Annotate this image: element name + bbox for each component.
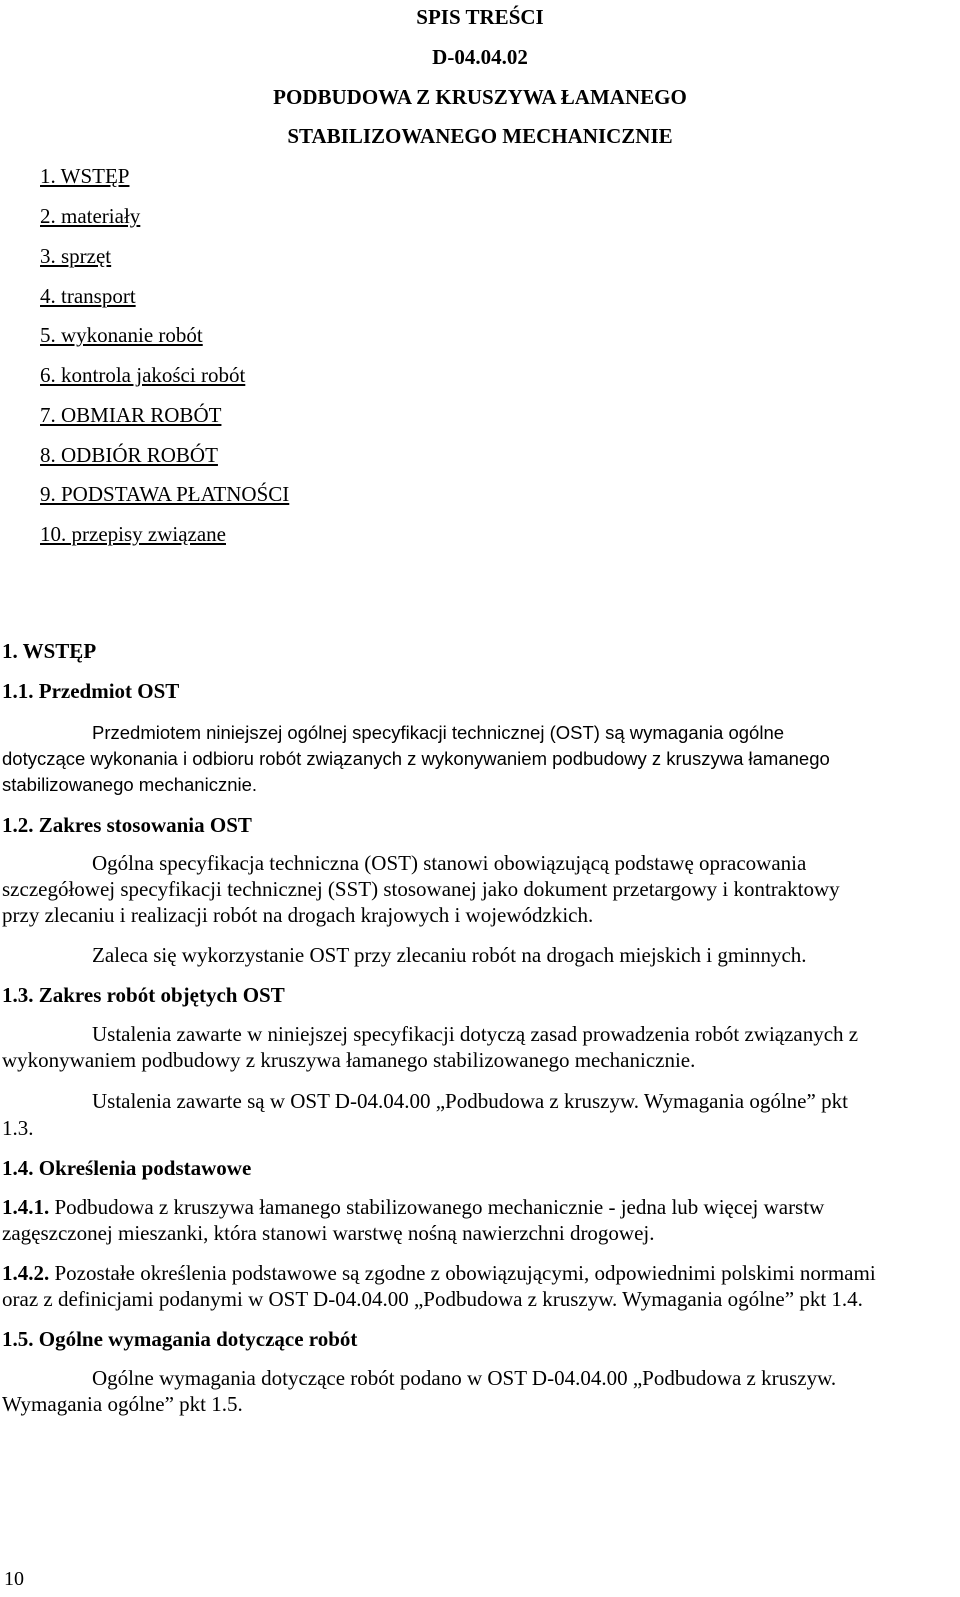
section-1-5-text-line-1: Ogólne wymagania dotyczące robót podano w OST D-04.04.00 „Podbudowa z kruszyw.	[92, 1366, 837, 1390]
section-1-1-text-line-1: Przedmiotem niniejszej ogólnej specyfikacji technicznej (OST) są wymagania ogólne	[92, 722, 785, 743]
toc-link-obmiar-robot[interactable]: 7. OBMIAR ROBÓT	[40, 403, 222, 427]
section-1-5-heading: 1.5. Ogólne wymagania dotyczące robót	[2, 1327, 358, 1351]
toc-link-przepisy-zwiazane[interactable]: 10. przepisy związane	[40, 522, 226, 546]
spec-title-line-2: STABILIZOWANEGO MECHANICZNIE	[287, 124, 673, 148]
section-1-4-1-line-2: zagęszczonej mieszanki, która stanowi warstwę nośną nawierzchni drogowej.	[2, 1221, 655, 1245]
section-1-1-text-line-2: dotyczące wykonania i odbioru robót związanych z wykonywaniem podbudowy z kruszywa łamanego	[2, 748, 830, 769]
toc-link-transport[interactable]: 4. transport	[40, 284, 136, 308]
toc-title: SPIS TREŚCI	[416, 5, 544, 29]
section-1-4-1-line-1	[2, 1194, 824, 1220]
toc-link-wstep[interactable]: 1. WSTĘP	[40, 164, 130, 188]
section-1-4-1-number: 1.4.1.	[2, 1195, 50, 1219]
spec-title-line-1: PODBUDOWA Z KRUSZYWA ŁAMANEGO	[273, 85, 687, 109]
page-number: 10	[4, 1568, 24, 1590]
toc-link-materialy[interactable]: 2. materiały	[40, 204, 141, 228]
section-1-3-text-line-4: 1.3.	[2, 1116, 34, 1140]
section-1-5-text-line-2: Wymagania ogólne” pkt 1.5.	[2, 1392, 243, 1416]
section-1-4-2-text: Pozostałe określenia podstawowe są zgodne z obowiązującymi, odpowiednimi polskimi normami	[49, 1261, 876, 1285]
section-1-3-text-line-3: Ustalenia zawarte są w OST D-04.04.00 „Podbudowa z kruszyw. Wymagania ogólne” pkt	[92, 1089, 848, 1113]
section-1-2-text-line-4: Zaleca się wykorzystanie OST przy zlecaniu robót na drogach miejskich i gminnych.	[92, 943, 807, 967]
section-1-2-text-line-2: szczegółowej specyfikacji technicznej (SST) stosowanej jako dokument przetargowy i kontraktowy	[2, 877, 840, 901]
section-1-heading: 1. WSTĘP	[2, 639, 97, 663]
section-1-3-text-line-2: wykonywaniem podbudowy z kruszywa łamanego stabilizowanego mechanicznie.	[2, 1048, 696, 1072]
toc-link-kontrola-jakosci[interactable]: 6. kontrola jakości robót	[40, 363, 246, 387]
section-1-4-1-text: Podbudowa z kruszywa łamanego stabilizowanego mechanicznie - jedna lub więcej warstw	[49, 1195, 825, 1219]
section-1-2-heading: 1.2. Zakres stosowania OST	[2, 813, 252, 837]
section-1-3-heading: 1.3. Zakres robót objętych OST	[2, 983, 285, 1007]
section-1-4-2-number: 1.4.2.	[2, 1261, 50, 1285]
section-1-2-text-line-3: przy zlecaniu i realizacji robót na drogach krajowych i wojewódzkich.	[2, 903, 594, 927]
toc-link-wykonanie-robot[interactable]: 5. wykonanie robót	[40, 323, 203, 347]
section-1-1-heading: 1.1. Przedmiot OST	[2, 679, 180, 703]
toc-link-sprzet[interactable]: 3. sprzęt	[40, 244, 112, 268]
spec-code: D-04.04.02	[432, 45, 528, 69]
toc-link-podstawa-platnosci[interactable]: 9. PODSTAWA PŁATNOŚCI	[40, 482, 290, 506]
section-1-1-text-line-3: stabilizowanego mechanicznie.	[2, 774, 258, 795]
section-1-2-text-line-1: Ogólna specyfikacja techniczna (OST) stanowi obowiązującą podstawę opracowania	[92, 851, 807, 875]
toc-link-odbior-robot[interactable]: 8. ODBIÓR ROBÓT	[40, 443, 218, 467]
section-1-4-heading: 1.4. Określenia podstawowe	[2, 1156, 252, 1180]
section-1-4-2-line-1	[2, 1260, 876, 1286]
section-1-3-text-line-1: Ustalenia zawarte w niniejszej specyfikacji dotyczą zasad prowadzenia robót związanych z	[92, 1022, 859, 1046]
section-1-4-2-line-2: oraz z definicjami podanymi w OST D-04.04.00 „Podbudowa z kruszyw. Wymagania ogólne” pkt 1.4.	[2, 1287, 863, 1311]
